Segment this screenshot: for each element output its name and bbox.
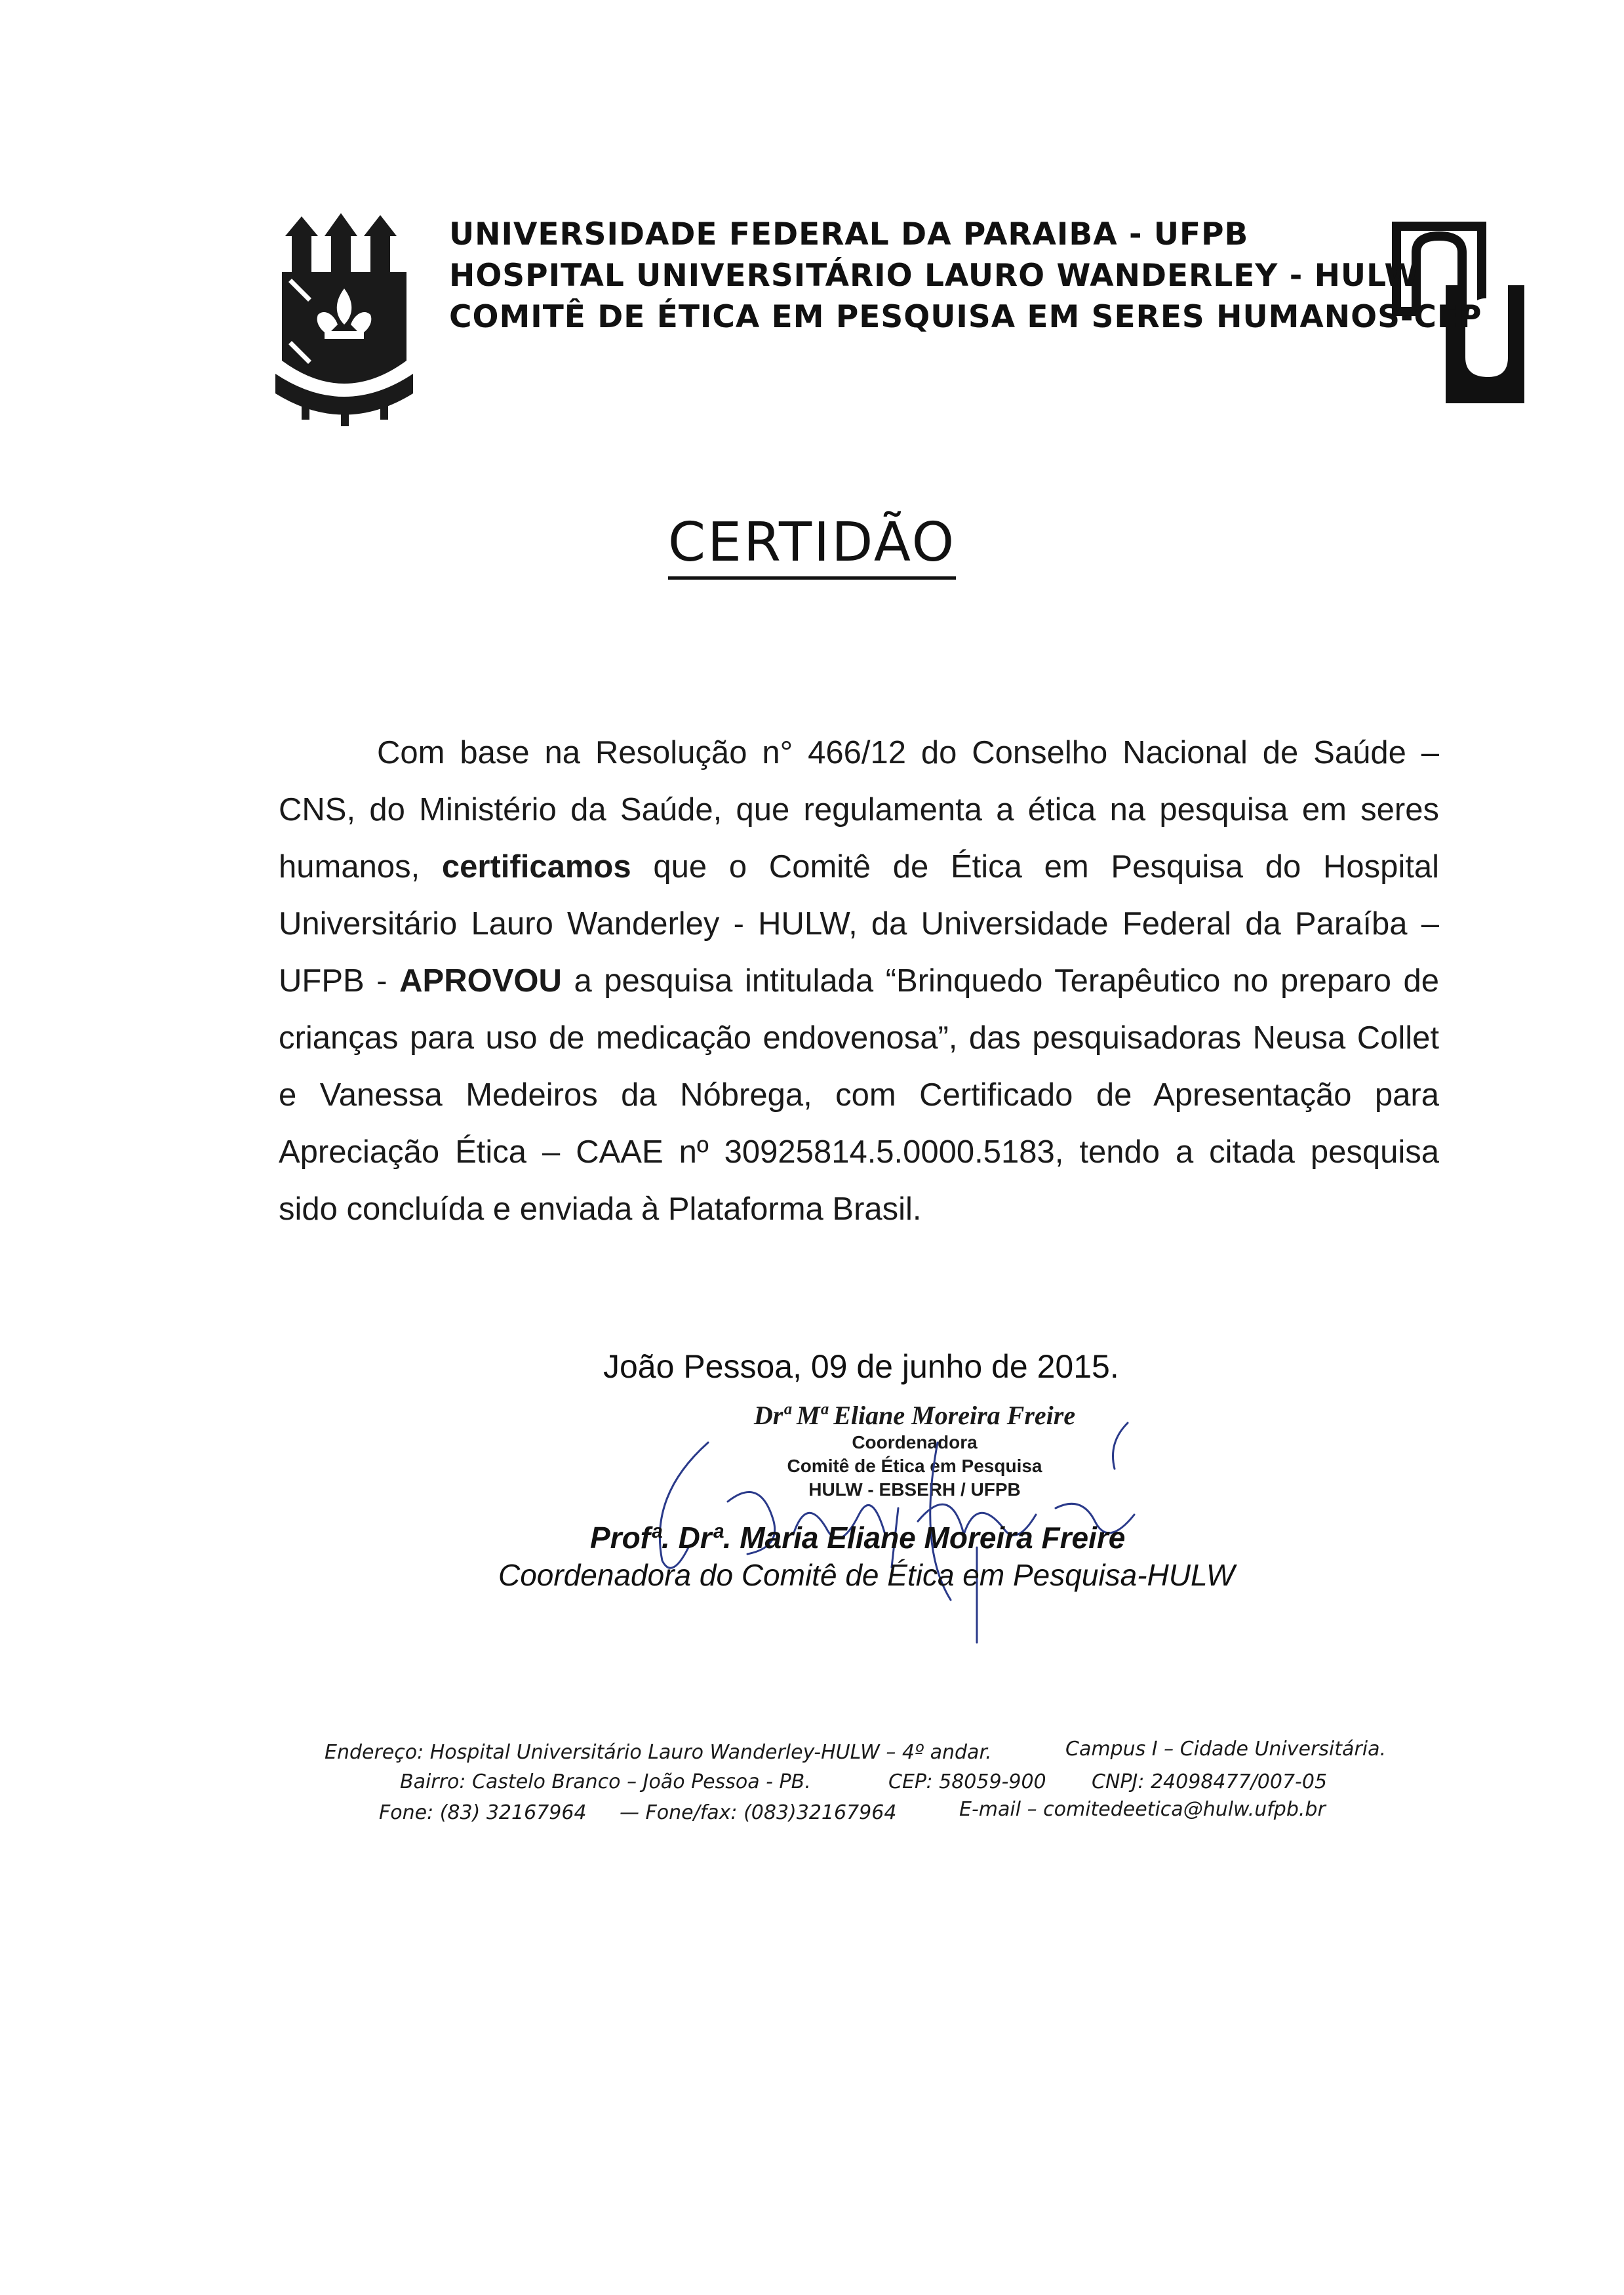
footer-email: E-mail – comitedeetica@hulw.ufpb.br <box>959 1798 1326 1821</box>
stamp-name: Drª Mª Eliane Moreira Freire <box>753 1401 1076 1430</box>
stamp-committee: Comitê de Ética em Pesquisa <box>787 1456 1042 1476</box>
certificate-body <box>279 725 1439 1238</box>
date-line: João Pessoa, 09 de junho de 2015. <box>603 1348 1119 1385</box>
institution-line-hospital: HOSPITAL UNIVERSITÁRIO LAURO WANDERLEY - HULW <box>449 258 1419 294</box>
stamp-unit: HULW - EBSERH / UFPB <box>808 1479 1021 1500</box>
institution-line-committee: COMITÊ DE ÉTICA EM PESQUISA EM SERES HUMANOS-CEP <box>449 299 1482 335</box>
document-title: CERTIDÃO <box>0 511 1624 574</box>
footer-cep: CEP: 58059-900 <box>888 1770 1046 1793</box>
body-part-3: a pesquisa intitulada “Brinquedo Terapêutico no preparo de crianças para uso de medicação endovenosa”, das pesquisadoras Neusa Collet e Vanessa Medeiros da Nóbrega, com Certificado de Apresentação para Apreciação Ética – CAAE nº 30925814.5.0000.5183, tendo a citada pesquisa sido concluída e enviada à Plataforma Brasil. <box>279 963 1440 1227</box>
signer-role: Coordenadora do Comitê de Ética em Pesquisa-HULW <box>498 1558 1235 1592</box>
body-bold-aprovou: APROVOU <box>399 963 562 999</box>
university-crest-logo <box>272 210 416 433</box>
body-bold-certificamos: certificamos <box>441 849 631 885</box>
signer-name: Profª. Drª. Maria Eliane Moreira Freire <box>590 1521 1126 1555</box>
stamp-role: Coordenadora <box>852 1432 978 1452</box>
footer-cnpj: CNPJ: 24098477/007-05 <box>1092 1770 1328 1793</box>
footer-campus: Campus I – Cidade Universitária. <box>1065 1738 1386 1761</box>
footer-fax: — Fone/fax: (083)32167964 <box>620 1801 897 1824</box>
footer-address: Endereço: Hospital Universitário Lauro Wanderley-HULW – 4º andar. <box>325 1741 992 1764</box>
footer-bairro: Bairro: Castelo Branco – João Pessoa - PB. <box>400 1770 811 1793</box>
body-part-2: que o Comitê de Ética em Pesquisa do Hospital Universitário Lauro Wanderley - HULW, da Universidade Federal da Paraíba – UFPB - <box>279 849 1439 999</box>
body-part-1: Com base na Resolução n° 466/12 do Conselho Nacional de Saúde – CNS, do Ministério da Saúde, que regulamenta a ética na pesquisa em seres humanos, <box>279 735 1439 885</box>
institution-line-university: UNIVERSIDADE FEDERAL DA PARAIBA - UFPB <box>449 216 1249 252</box>
footer-phone: Fone: (83) 32167964 <box>379 1801 587 1824</box>
